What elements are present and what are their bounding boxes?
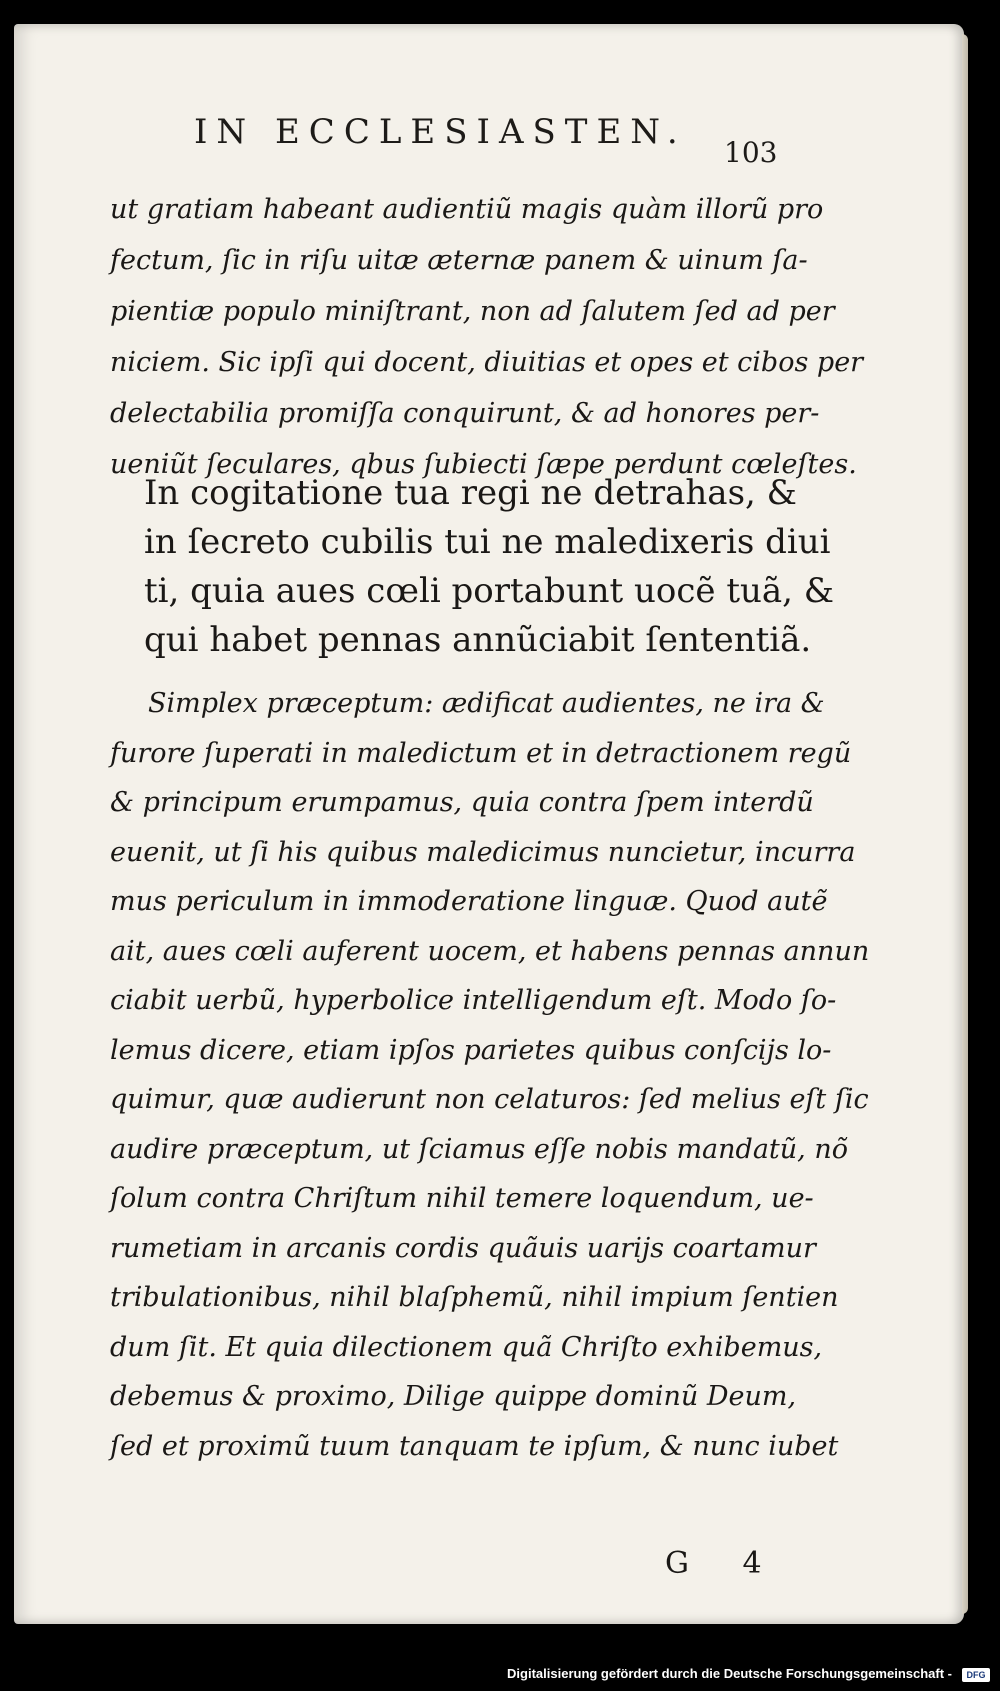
text-line: ciabit uerbũ, hyperbolice intelligendum eſt. Modo ſo- [110,985,837,1016]
text-line: lemus dicere, etiam ipſos parietes quibus conſcijs lo- [110,1034,832,1066]
book-page [14,24,964,1624]
verse-line: qui habet pennas annũciabit ſententiã. [144,620,812,660]
text-line: delectabilia promiſſa conquirunt, & ad honores per- [110,398,820,429]
text-line: ut gratiam habeant audientiũ magis quàm illorũ pro [110,194,824,225]
text-line: euenit, ut ſi his quibus maledicimus nuncietur, incurra [110,836,856,868]
text-line: ueniũt ſeculares, qbus ſubiecti ſæpe perdunt cœleſtes. [110,449,857,480]
page-edge [962,34,968,1614]
signature-mark: G 4 [665,1546,784,1581]
text-line: debemus & proximo, Dilige quippe dominũ Deum, [110,1381,797,1412]
text-line: & principum erumpamus, quia contra ſpem interdũ [110,787,814,818]
text-line: ſed et proximũ tuum tanquam te ipſum, & nunc iubet [110,1430,839,1462]
text-line: audire præceptum, ut ſciamus eſſe nobis mandatũ, nõ [110,1133,848,1165]
text-line: fectum, ſic in riſu uitæ æternæ panem & uinum ſa- [110,245,808,276]
text-line: rumetiam in arcanis cordis quãuis uarijs coartamur [110,1232,816,1264]
running-title: IN ECCLESIASTEN. [194,112,687,152]
text-line: ait, aues cœli auferent uocem, et habens pennas annun [110,935,870,967]
dfg-logo: DFG [962,1668,990,1682]
verse-line: in ſecreto cubilis tui ne maledixeris diui [144,522,831,562]
text-line: dum ſit. Et quia dilectionem quã Chriſto exhibemus, [110,1331,823,1363]
verse-line: In cogitatione tua regi ne detrahas, & [144,473,797,513]
text-line: pientiæ populo miniſtrant, non ad ſalutem ſed ad per [110,296,835,327]
verse-line: ti, quia aues cœli portabunt uocẽ tuã, & [144,571,835,611]
commentary-paragraph-1 [110,184,864,490]
text-line: tribulationibus, nihil blaſphemũ, nihil impium ſentien [110,1282,839,1313]
text-line: quimur, quæ audierunt non celaturos: ſed melius eſt ſic [110,1084,869,1115]
text-line: mus periculum in immoderatione linguæ. Quod autẽ [110,886,828,917]
page-number: 103 [724,136,778,169]
text-line: ſolum contra Chriſtum nihil temere loquendum, ue- [110,1183,814,1214]
commentary-paragraph-2 [110,679,870,1471]
text-line: niciem. Sic ipſi qui docent, diuitias et opes et cibos per [110,347,864,378]
text-line: Simplex præceptum: ædificat audientes, ne ira & [148,688,825,719]
scripture-verse [144,469,835,665]
funding-note: Digitalisierung gefördert durch die Deutsche Forschungsgemeinschaft - [507,1666,952,1681]
text-line: furore ſuperati in maledictum et in detractionem regũ [110,737,852,769]
